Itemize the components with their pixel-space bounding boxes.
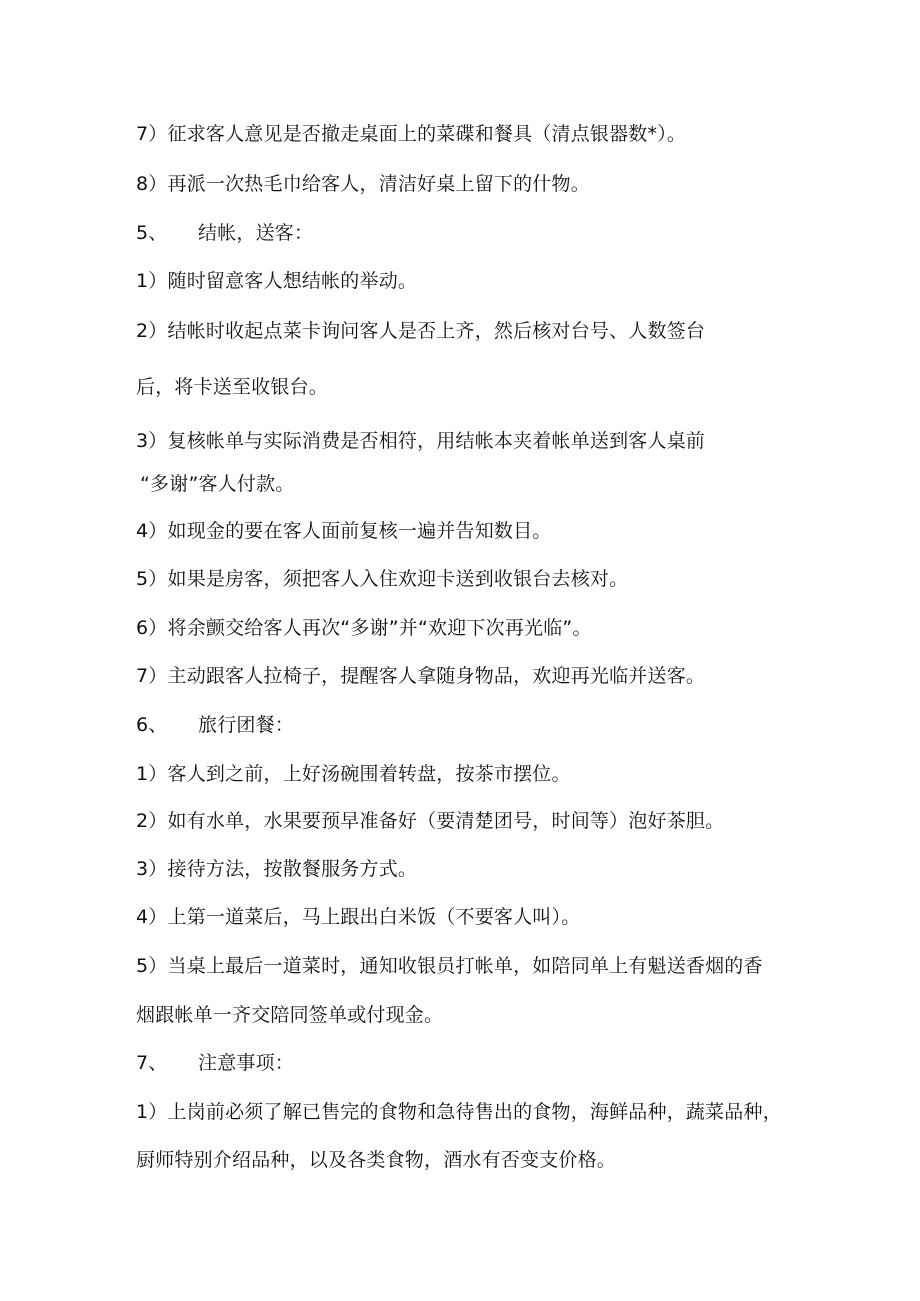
text-line: 8）再派一次热毛巾给客人，清洁好桌上留下的什物。 (136, 173, 590, 195)
text-line: 7）主动跟客人拉椅子，提醒客人拿随身物品，欢迎再光临并送客。 (136, 665, 706, 687)
text-line: 4）如现金的要在客人面前复核一遍并告知数目。 (136, 520, 552, 542)
section-number: 7、 (136, 1052, 168, 1074)
section-number: 6、 (136, 714, 168, 736)
section-heading (136, 220, 313, 246)
section-title: 旅行团餐： (198, 714, 295, 736)
section-number: 5、 (136, 222, 168, 244)
text-line: 7）征求客人意见是否撤走桌面上的菜碟和餐具（清点银器数*）。 (136, 123, 687, 145)
text-line: 2）结帐时收起点菜卡询问客人是否上齐，然后核对台号、人数签台 (136, 320, 706, 342)
text-line: 2）如有水单，水果要预早准备好（要清楚团号，时间等）泡好茶胆。 (136, 810, 725, 832)
text-line: 3）复核帐单与实际消费是否相符，用结帐本夹着帐单送到客人桌前 (136, 430, 706, 452)
text-line: 烟跟帐单一齐交陪同签单或付现金。 (136, 1004, 444, 1026)
section-title: 注意事项： (198, 1052, 295, 1074)
section-heading (136, 1050, 294, 1076)
text-line: 6）将余颤交给客人再次“多谢”并“欢迎下次再光临”。 (136, 617, 592, 639)
text-line: 后，将卡送至收银台。 (136, 376, 329, 398)
section-heading (136, 712, 294, 738)
text-line: 4）上第一道菜后，马上跟出白米饭（不要客人叫）。 (136, 906, 581, 928)
text-line: 1）客人到之前，上好汤碗围着转盘，按茶市摆位。 (136, 763, 571, 785)
section-title: 结帐，送客： (198, 222, 314, 244)
text-line: 5）如果是房客，须把客人入住欢迎卡送到收银台去核对。 (136, 568, 629, 590)
text-line: 3）接待方法，按散餐服务方式。 (136, 858, 418, 880)
text-line: “多谢”客人付款。 (140, 473, 295, 495)
text-line: 5）当桌上最后一道菜时，通知收银员打帐单，如陪同单上有魁送香烟的香 (136, 955, 763, 977)
text-line: 1）随时留意客人想结帐的举动。 (136, 270, 418, 292)
text-line: 厨师特别介绍品种，以及各类食物，酒水有否变支价格。 (136, 1149, 617, 1171)
text-line: 1）上岗前必须了解已售完的食物和急待售出的食物，海鲜品种，蔬菜品种， (136, 1101, 782, 1123)
